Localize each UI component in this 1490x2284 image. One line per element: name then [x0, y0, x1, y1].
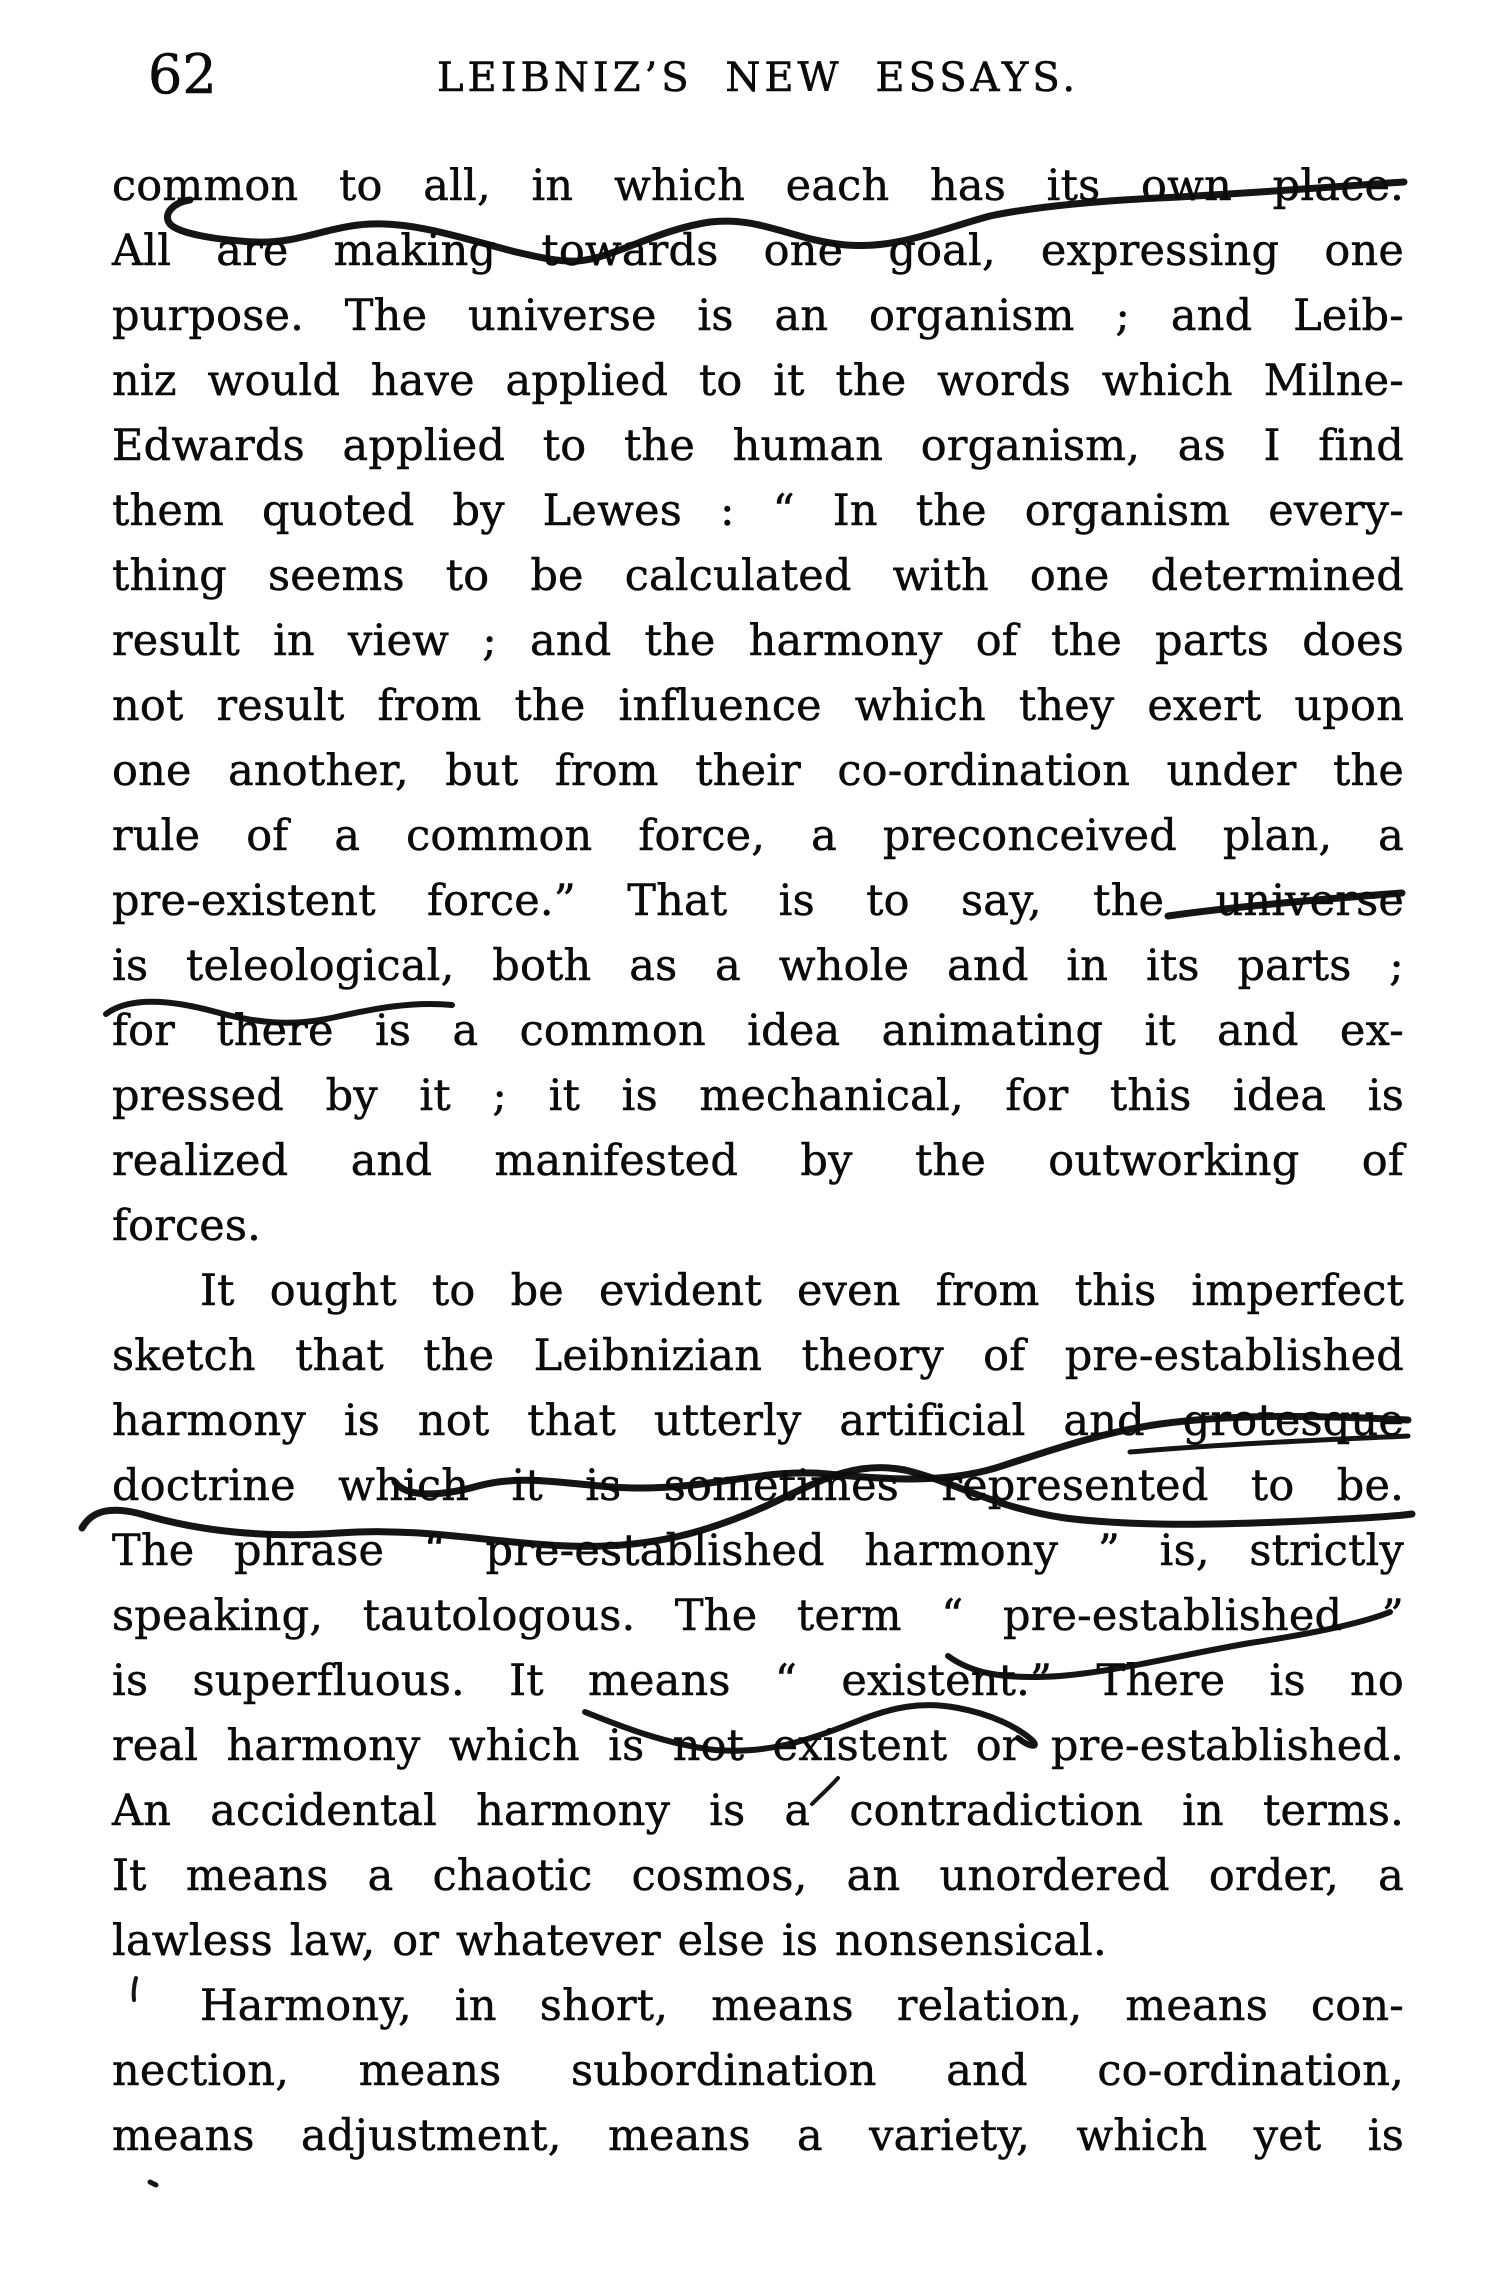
body-text-block — [112, 154, 1404, 2169]
text-line-paragraph-start: Harmony, in short, means relation, means con- — [200, 1981, 1404, 2031]
text-line: Edwards applied to the human organism, as I find — [112, 421, 1404, 471]
text-line: nection, means subordination and co-ordination, — [112, 2046, 1404, 2096]
text-line: It means a chaotic cosmos, an unordered order, a — [112, 1851, 1404, 1901]
running-title: LEIBNIZ’S NEW ESSAYS. — [436, 55, 1080, 101]
text-line: real harmony which is not existent or pre-established. — [112, 1721, 1404, 1771]
text-line: harmony is not that utterly artificial and grotesque — [112, 1396, 1404, 1446]
text-line: thing seems to be calculated with one determined — [112, 551, 1404, 601]
text-line: niz would have applied to it the words which Milne- — [112, 356, 1404, 406]
text-line-paragraph-end: forces. — [112, 1201, 262, 1251]
text-line: them quoted by Lewes : “ In the organism every- — [112, 486, 1404, 536]
text-line: result in view ; and the harmony of the parts does — [112, 616, 1404, 666]
text-line: means adjustment, means a variety, which yet is — [112, 2111, 1404, 2161]
text-line: for there is a common idea animating it and ex- — [112, 1006, 1404, 1056]
text-line: pre-existent force.” That is to say, the universe — [112, 876, 1404, 926]
running-head — [0, 0, 1490, 120]
text-line-paragraph-start: It ought to be evident even from this imperfect — [200, 1266, 1404, 1316]
text-line: not result from the influence which they exert upon — [112, 681, 1404, 731]
text-line: speaking, tautologous. The term “ pre-established ” — [112, 1591, 1404, 1641]
text-line: sketch that the Leibnizian theory of pre-established — [112, 1331, 1404, 1381]
text-line: pressed by it ; it is mechanical, for this idea is — [112, 1071, 1404, 1121]
text-line: An accidental harmony is a contradiction in terms. — [112, 1786, 1404, 1836]
text-line-paragraph-end: lawless law, or whatever else is nonsensical. — [112, 1916, 1107, 1966]
text-line: common to all, in which each has its own place. — [112, 161, 1404, 211]
pen-dot-bottom-left — [150, 2182, 156, 2185]
text-line: rule of a common force, a preconceived plan, a — [112, 811, 1404, 861]
text-line: All are making towards one goal, expressing one — [112, 226, 1404, 276]
page-number: 62 — [148, 43, 217, 106]
text-line: is superfluous. It means “ existent.” There is no — [112, 1656, 1404, 1706]
text-line: is teleological, both as a whole and in its parts ; — [112, 941, 1404, 991]
text-line: purpose. The universe is an organism ; and Leib- — [112, 291, 1404, 341]
text-line: realized and manifested by the outworking of — [112, 1136, 1404, 1186]
text-line: The phrase “ pre-established harmony ” is, strictly — [112, 1526, 1404, 1576]
text-line: doctrine which it is sometimes represented to be. — [112, 1461, 1404, 1511]
text-line: one another, but from their co-ordination under the — [112, 746, 1404, 796]
